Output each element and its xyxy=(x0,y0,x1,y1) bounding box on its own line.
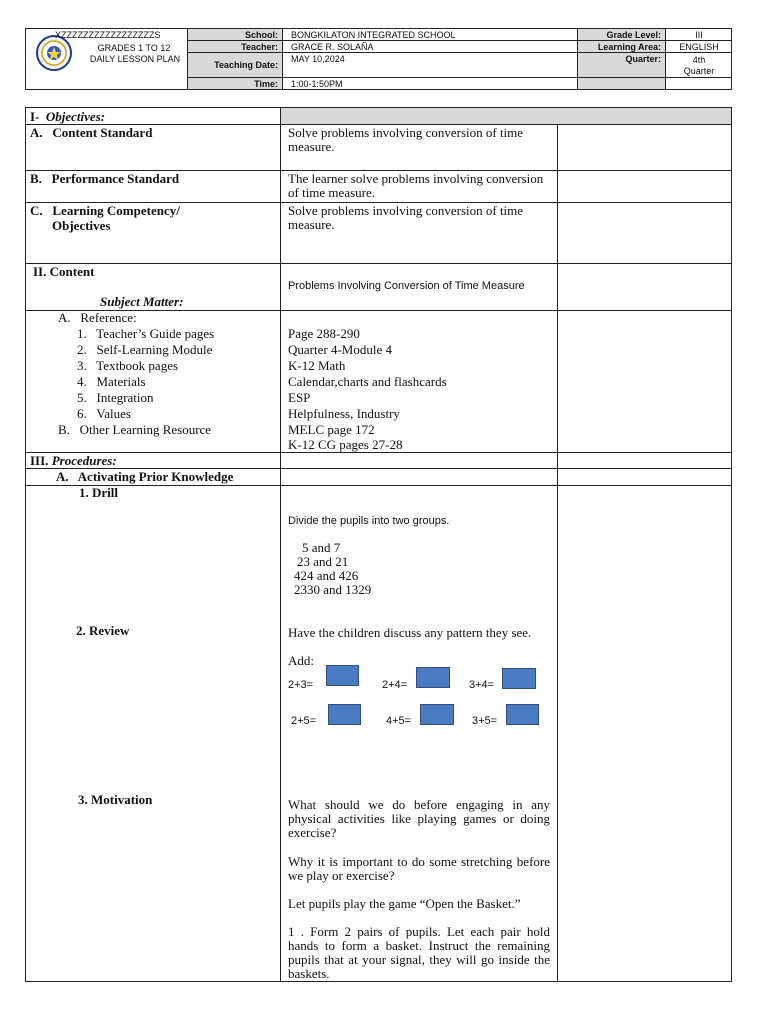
lesson-table xyxy=(25,107,732,982)
answer-box-5 xyxy=(420,704,454,725)
header-title-line: XZZZZZZZZZZZZZZZZZS xyxy=(55,30,161,40)
activating-prior-knowledge: A. Activating Prior Knowledge xyxy=(56,469,234,484)
review-add-label: Add: xyxy=(288,653,314,668)
content-standard-text: Solve problems involving conversion of time measure. xyxy=(288,125,524,154)
drill-item-4: 2330 and 1329 xyxy=(294,582,372,597)
learning-competency-label: C. Learning Competency/ xyxy=(30,203,180,218)
answer-box-3 xyxy=(502,668,536,689)
performance-standard-text: The learner solve problems involving conversion of time measure. xyxy=(288,171,544,200)
time-row-shade xyxy=(578,78,665,89)
ref-label-6: 6. Values xyxy=(77,406,131,421)
answer-box-1 xyxy=(326,665,359,686)
teacher-label: Teacher: xyxy=(188,41,282,52)
objectives-sublabel: Objectives xyxy=(52,218,111,233)
motivation-paragraph-1: What should we do before engaging in any physical activities like playing games or doing exercise? xyxy=(288,797,550,840)
answer-box-6 xyxy=(506,704,539,725)
teacher-value: GRACE R. SOLAÑA xyxy=(291,42,374,52)
objectives-header-shade xyxy=(281,108,731,124)
drill-item-1: 5 and 7 xyxy=(302,540,341,555)
school-value: BONGKILATON INTEGRATED SCHOOL xyxy=(291,30,456,40)
quarter-value-line2: Quarter xyxy=(683,66,715,76)
subject-matter-label: Subject Matter: xyxy=(100,294,184,309)
motivation-paragraph-4: 1 . Form 2 pairs of pupils. Let each pair hold hands to form a basket. Instruct the remaining pupils that at your signal, they will go inside the baskets. xyxy=(288,924,550,981)
quarter-label: Quarter: xyxy=(578,53,665,77)
ref-value-5: ESP xyxy=(288,390,311,405)
learning-competency-text: Solve problems involving conversion of time measure. xyxy=(288,203,524,232)
header-grades: GRADES 1 TO 12 xyxy=(97,43,171,53)
drill-label: 1. Drill xyxy=(79,485,118,500)
sum-2: 2+4= xyxy=(382,679,408,691)
procedures-heading: III. Procedures: xyxy=(30,453,117,468)
drill-text: Divide the pupils into two groups. xyxy=(288,515,450,527)
sum-1: 2+3= xyxy=(288,679,314,691)
quarter-value-line1: 4th xyxy=(692,55,706,65)
ref-label-2: 2. Self-Learning Module xyxy=(77,342,213,357)
header-daily-lesson-plan: DAILY LESSON PLAN xyxy=(89,54,181,64)
time-label: Time: xyxy=(188,78,282,89)
sum-4: 2+5= xyxy=(291,715,317,727)
ref-value-1: Page 288-290 xyxy=(288,326,360,341)
learning-area-label: Learning Area: xyxy=(578,41,665,52)
grade-level-value: III xyxy=(695,30,703,40)
ref-label-4: 4. Materials xyxy=(77,374,146,389)
ref-value-3: K-12 Math xyxy=(288,358,346,373)
review-label: 2. Review xyxy=(76,623,130,638)
grade-level-label: Grade Level: xyxy=(578,29,665,40)
ref-value-2: Quarter 4-Module 4 xyxy=(288,342,392,357)
ref-label-3: 3. Textbook pages xyxy=(77,358,179,373)
answer-box-2 xyxy=(416,667,450,688)
other-resource-value-1: MELC page 172 xyxy=(288,422,375,437)
drill-item-3: 424 and 426 xyxy=(294,568,359,583)
sum-5: 4+5= xyxy=(386,715,412,727)
ref-value-4: Calendar,charts and flashcards xyxy=(288,374,447,389)
teaching-date-label: Teaching Date: xyxy=(188,53,282,77)
school-label: School: xyxy=(188,29,282,40)
other-learning-resource-label: B. Other Learning Resource xyxy=(58,422,212,437)
motivation-paragraph-2: Why it is important to do some stretching before we play or exercise? xyxy=(288,854,550,883)
content-standard-label: A. Content Standard xyxy=(30,125,153,140)
ref-label-1: 1. Teacher’s Guide pages xyxy=(77,326,215,341)
learning-area-value: ENGLISH xyxy=(679,42,719,52)
ref-label-5: 5. Integration xyxy=(77,390,154,405)
time-value: 1:00-1:50PM xyxy=(291,79,343,89)
content-heading: II. Content xyxy=(33,264,95,279)
review-text: Have the children discuss any pattern they see. xyxy=(288,625,532,640)
subject-matter-text: Problems Involving Conversion of Time Measure xyxy=(288,280,525,292)
sum-6: 3+5= xyxy=(472,715,498,727)
deped-seal-logo xyxy=(36,35,72,71)
sum-3: 3+4= xyxy=(469,679,495,691)
motivation-label: 3. Motivation xyxy=(78,792,153,807)
ref-value-6: Helpfulness, Industry xyxy=(288,406,400,421)
answer-box-4 xyxy=(328,704,361,725)
reference-label: A. Reference: xyxy=(58,310,137,325)
objectives-heading: I- Objectives: xyxy=(30,109,106,124)
teaching-date-value: MAY 10,2024 xyxy=(291,54,345,64)
other-resource-value-2: K-12 CG pages 27-28 xyxy=(288,437,403,452)
motivation-paragraph-3: Let pupils play the game “Open the Basket.” xyxy=(288,896,521,911)
performance-standard-label: B. Performance Standard xyxy=(30,171,180,186)
drill-item-2: 23 and 21 xyxy=(297,554,349,569)
